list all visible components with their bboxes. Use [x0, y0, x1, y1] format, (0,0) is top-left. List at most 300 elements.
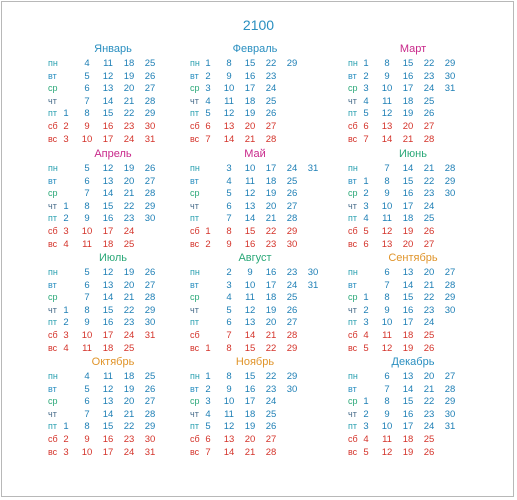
week-row-сб — [190, 330, 350, 343]
date-cell: 5 — [363, 342, 369, 354]
date-cell: 8 — [226, 226, 232, 237]
date-cell: 24 — [123, 133, 135, 145]
date-cell: 16 — [265, 267, 277, 278]
date-cell: 18 — [402, 213, 414, 225]
date-cell: 17 — [402, 317, 414, 329]
date-cell: 28 — [144, 188, 156, 200]
date-cell: 22 — [265, 226, 277, 237]
date-cell: 10 — [81, 330, 93, 341]
date-cell: 16 — [402, 408, 414, 420]
date-cell: 18 — [265, 292, 277, 304]
date-cell: 2 — [363, 408, 369, 420]
week-row-вт — [48, 176, 208, 189]
date-cell: 28 — [423, 133, 435, 145]
date-cell: 12 — [102, 163, 114, 174]
date-cell: 2 — [63, 434, 69, 445]
date-cell: 24 — [123, 330, 135, 341]
date-cell: 26 — [423, 108, 435, 120]
date-cell: 11 — [382, 330, 392, 341]
date-cell: 29 — [144, 200, 156, 212]
date-cell: 14 — [381, 133, 393, 145]
date-cell: 25 — [265, 408, 277, 420]
date-cell: 23 — [423, 70, 435, 82]
day-name: пн — [48, 58, 58, 68]
date-cell: 4 — [205, 95, 211, 107]
week-row-ср — [190, 292, 350, 305]
week-row-чт — [348, 409, 508, 422]
date-cell: 4 — [63, 238, 69, 250]
date-cell: 15 — [402, 396, 414, 408]
date-cell: 23 — [286, 267, 298, 278]
date-cell: 26 — [423, 446, 435, 458]
date-cell: 1 — [205, 58, 211, 69]
date-cell: 12 — [381, 446, 393, 458]
date-cell: 23 — [123, 121, 135, 132]
date-cell: 25 — [144, 371, 156, 382]
date-cell: 3 — [226, 163, 232, 174]
week-row-сб — [348, 434, 508, 447]
date-cell: 13 — [102, 175, 114, 187]
date-cell: 4 — [205, 408, 211, 420]
week-row-вт — [190, 280, 350, 293]
week-row-пт — [48, 317, 208, 330]
week-row-вс — [190, 134, 350, 147]
date-cell: 12 — [381, 226, 393, 237]
day-name: вс — [190, 342, 200, 353]
day-name: чт — [348, 408, 357, 419]
date-cell: 17 — [402, 421, 414, 433]
date-cell: 3 — [205, 83, 211, 95]
day-name: чт — [48, 304, 57, 315]
date-cell: 6 — [84, 279, 90, 291]
day-name: чт — [348, 95, 357, 106]
date-cell: 16 — [402, 304, 414, 316]
day-name: вс — [190, 238, 200, 249]
date-cell: 20 — [123, 83, 135, 95]
week-row-чт — [190, 201, 350, 214]
week-row-сб — [190, 226, 350, 239]
week-row-пт — [48, 421, 208, 434]
date-cell: 22 — [423, 58, 435, 69]
day-name: пт — [348, 317, 357, 328]
day-name: ср — [348, 292, 358, 303]
date-cell: 22 — [265, 371, 277, 382]
week-row-чт — [48, 305, 208, 318]
day-name: вс — [48, 133, 58, 144]
date-cell: 9 — [226, 70, 232, 82]
date-cell: 1 — [363, 175, 369, 187]
day-name: вс — [48, 342, 58, 353]
date-cell: 12 — [102, 267, 114, 278]
date-cell: 29 — [444, 396, 456, 408]
date-cell: 5 — [363, 446, 369, 458]
date-cell: 8 — [384, 292, 390, 304]
month-name: Июнь — [399, 148, 427, 160]
day-name: вт — [190, 70, 199, 81]
date-cell: 7 — [84, 408, 90, 420]
date-cell: 27 — [423, 238, 435, 250]
day-name: сб — [190, 434, 200, 444]
date-cell: 28 — [265, 446, 277, 458]
date-cell: 17 — [102, 133, 114, 145]
date-cell: 5 — [226, 188, 232, 200]
date-cell: 25 — [286, 175, 298, 187]
date-cell: 4 — [226, 175, 232, 187]
date-cell: 19 — [265, 188, 277, 200]
week-row-пн — [348, 371, 508, 384]
date-cell: 1 — [63, 200, 69, 212]
date-cell: 18 — [123, 58, 135, 69]
date-cell: 22 — [123, 108, 135, 120]
date-cell: 11 — [103, 58, 113, 69]
date-cell: 21 — [123, 188, 135, 200]
day-name: ср — [190, 188, 200, 199]
week-row-пт — [48, 213, 208, 226]
date-cell: 23 — [423, 408, 435, 420]
week-row-пн — [190, 58, 350, 71]
week-row-вс — [48, 239, 208, 252]
date-cell: 25 — [265, 95, 277, 107]
date-cell: 6 — [363, 238, 369, 250]
week-row-пт — [348, 317, 508, 330]
date-cell: 14 — [402, 279, 414, 291]
day-name: пн — [190, 58, 200, 68]
date-cell: 31 — [144, 330, 156, 341]
date-cell: 9 — [84, 213, 90, 225]
date-cell: 5 — [84, 163, 90, 174]
day-name: вт — [48, 383, 57, 394]
date-cell: 13 — [381, 121, 393, 132]
day-name: ср — [48, 396, 58, 407]
week-row-сб — [348, 121, 508, 134]
week-row-вт — [48, 280, 208, 293]
week-row-ср — [190, 83, 350, 96]
day-name: вс — [348, 342, 358, 353]
day-name: ср — [190, 83, 200, 94]
day-name: сб — [48, 330, 58, 340]
day-name: вт — [348, 70, 357, 81]
week-row-пт — [348, 421, 508, 434]
date-cell: 6 — [226, 200, 232, 212]
week-row-ср — [48, 83, 208, 96]
day-name: пт — [348, 421, 357, 432]
week-row-пт — [190, 421, 350, 434]
date-cell: 23 — [423, 304, 435, 316]
date-cell: 6 — [205, 121, 211, 132]
date-cell: 7 — [226, 330, 232, 341]
date-cell: 7 — [84, 188, 90, 200]
week-row-вт — [48, 71, 208, 84]
week-row-пт — [190, 108, 350, 121]
date-cell: 12 — [223, 421, 235, 433]
date-cell: 28 — [144, 292, 156, 304]
date-cell: 16 — [244, 383, 256, 395]
date-cell: 4 — [363, 330, 369, 341]
date-cell: 21 — [244, 446, 256, 458]
date-cell: 3 — [363, 421, 369, 433]
week-row-вс — [190, 239, 350, 252]
date-cell: 16 — [244, 70, 256, 82]
date-cell: 13 — [402, 371, 414, 382]
date-cell: 24 — [423, 317, 435, 329]
date-cell: 19 — [265, 304, 277, 316]
date-cell: 26 — [286, 304, 298, 316]
date-cell: 9 — [247, 267, 253, 278]
day-name: вт — [48, 175, 57, 186]
date-cell: 23 — [265, 70, 277, 82]
date-cell: 15 — [244, 58, 256, 69]
date-cell: 26 — [144, 383, 156, 395]
date-cell: 28 — [444, 163, 456, 174]
date-cell: 20 — [402, 121, 414, 132]
week-row-вт — [348, 384, 508, 397]
date-cell: 1 — [205, 342, 211, 354]
week-row-чт — [348, 201, 508, 214]
date-cell: 2 — [205, 70, 211, 82]
week-row-сб — [48, 434, 208, 447]
date-cell: 17 — [102, 226, 114, 237]
date-cell: 13 — [102, 396, 114, 408]
date-cell: 16 — [244, 238, 256, 250]
date-cell: 8 — [226, 58, 232, 69]
day-name: чт — [190, 200, 199, 211]
date-cell: 14 — [244, 330, 256, 341]
week-row-вт — [348, 280, 508, 293]
date-cell: 6 — [84, 396, 90, 408]
day-name: ср — [190, 292, 200, 303]
day-name: вт — [190, 279, 199, 290]
date-cell: 10 — [381, 83, 393, 95]
date-cell: 19 — [244, 421, 256, 433]
day-name: вт — [190, 383, 199, 394]
week-row-ср — [348, 292, 508, 305]
date-cell: 28 — [286, 330, 298, 341]
day-name: сб — [190, 226, 200, 236]
date-cell: 22 — [423, 396, 435, 408]
date-cell: 9 — [226, 383, 232, 395]
date-cell: 25 — [286, 292, 298, 304]
week-row-сб — [348, 226, 508, 239]
date-cell: 27 — [265, 121, 277, 132]
date-cell: 18 — [402, 95, 414, 107]
day-name: сб — [190, 330, 200, 340]
date-cell: 15 — [102, 200, 114, 212]
week-row-пн — [48, 58, 208, 71]
week-row-пт — [348, 213, 508, 226]
week-row-ср — [48, 396, 208, 409]
date-cell: 28 — [444, 383, 456, 395]
month-name: Февраль — [232, 43, 278, 55]
day-name: сб — [48, 121, 58, 131]
week-row-вс — [190, 447, 350, 460]
date-cell: 27 — [144, 279, 156, 291]
date-cell: 24 — [423, 200, 435, 212]
week-row-сб — [348, 330, 508, 343]
date-cell: 27 — [286, 200, 298, 212]
date-cell: 13 — [402, 267, 414, 278]
date-cell: 16 — [102, 213, 114, 225]
date-cell: 30 — [144, 213, 156, 225]
date-cell: 1 — [205, 226, 211, 237]
day-name: ср — [348, 188, 358, 199]
date-cell: 30 — [444, 188, 456, 200]
day-name: вс — [48, 238, 58, 249]
date-cell: 15 — [244, 342, 256, 354]
date-cell: 8 — [84, 200, 90, 212]
week-row-пн — [48, 163, 208, 176]
date-cell: 22 — [423, 292, 435, 304]
date-cell: 17 — [265, 279, 277, 291]
date-cell: 15 — [102, 108, 114, 120]
date-cell: 10 — [81, 226, 93, 237]
date-cell: 9 — [384, 188, 390, 200]
day-name: ср — [348, 396, 358, 407]
date-cell: 8 — [384, 396, 390, 408]
day-name: пт — [48, 317, 57, 328]
month-name: Ноябрь — [235, 356, 275, 368]
week-row-чт — [348, 96, 508, 109]
date-cell: 21 — [123, 292, 135, 304]
date-cell: 31 — [444, 421, 456, 433]
date-cell: 27 — [144, 396, 156, 408]
week-row-пн — [348, 267, 508, 280]
date-cell: 12 — [102, 383, 114, 395]
date-cell: 28 — [144, 408, 156, 420]
date-cell: 14 — [223, 133, 235, 145]
day-name: пт — [48, 421, 57, 432]
date-cell: 25 — [423, 434, 435, 445]
date-cell: 23 — [123, 213, 135, 225]
date-cell: 30 — [286, 238, 298, 250]
date-cell: 22 — [123, 200, 135, 212]
date-cell: 29 — [444, 175, 456, 187]
date-cell: 17 — [402, 83, 414, 95]
week-row-вт — [190, 384, 350, 397]
date-cell: 13 — [102, 279, 114, 291]
date-cell: 3 — [63, 446, 69, 458]
date-cell: 23 — [123, 317, 135, 329]
day-name: вс — [190, 133, 200, 144]
week-row-вс — [348, 134, 508, 147]
week-row-вт — [190, 176, 350, 189]
date-cell: 19 — [123, 267, 135, 278]
date-cell: 27 — [265, 434, 277, 445]
day-name: сб — [348, 434, 358, 444]
date-cell: 22 — [265, 342, 277, 354]
day-name: вт — [348, 279, 357, 290]
date-cell: 16 — [402, 70, 414, 82]
date-cell: 11 — [224, 95, 234, 107]
date-cell: 24 — [265, 396, 277, 408]
date-cell: 8 — [226, 371, 232, 382]
date-cell: 19 — [244, 108, 256, 120]
date-cell: 7 — [226, 213, 232, 225]
date-cell: 18 — [402, 330, 414, 341]
day-name: вт — [48, 279, 57, 290]
date-cell: 2 — [63, 317, 69, 329]
day-name: вт — [48, 70, 57, 81]
date-cell: 29 — [286, 342, 298, 354]
date-cell: 20 — [402, 238, 414, 250]
week-row-вт — [348, 71, 508, 84]
day-name: ср — [190, 396, 200, 407]
date-cell: 21 — [423, 163, 435, 174]
date-cell: 17 — [102, 330, 114, 341]
date-cell: 8 — [84, 108, 90, 120]
date-cell: 13 — [244, 317, 256, 329]
date-cell: 27 — [423, 121, 435, 132]
day-name: вс — [348, 238, 358, 249]
date-cell: 11 — [103, 371, 113, 382]
date-cell: 13 — [381, 238, 393, 250]
date-cell: 27 — [444, 371, 456, 382]
week-row-ср — [48, 292, 208, 305]
date-cell: 18 — [402, 434, 414, 445]
date-cell: 11 — [245, 292, 255, 304]
date-cell: 3 — [63, 330, 69, 341]
date-cell: 1 — [63, 304, 69, 316]
week-row-пн — [48, 267, 208, 280]
date-cell: 20 — [123, 396, 135, 408]
date-cell: 6 — [363, 121, 369, 132]
date-cell: 14 — [223, 446, 235, 458]
day-name: сб — [348, 330, 358, 340]
date-cell: 14 — [244, 213, 256, 225]
date-cell: 15 — [402, 292, 414, 304]
month-name: Июль — [98, 252, 128, 264]
date-cell: 6 — [226, 317, 232, 329]
date-cell: 24 — [286, 279, 298, 291]
date-cell: 3 — [226, 279, 232, 291]
date-cell: 27 — [444, 267, 456, 278]
date-cell: 20 — [123, 175, 135, 187]
day-name: чт — [348, 200, 357, 211]
day-name: чт — [48, 408, 57, 419]
week-row-сб — [190, 434, 350, 447]
date-cell: 10 — [81, 133, 93, 145]
day-name: вс — [48, 446, 58, 457]
day-name: чт — [48, 200, 57, 211]
date-cell: 25 — [144, 58, 156, 69]
date-cell: 3 — [63, 226, 69, 237]
date-cell: 24 — [286, 163, 298, 174]
date-cell: 30 — [444, 304, 456, 316]
date-cell: 18 — [244, 95, 256, 107]
date-cell: 25 — [123, 238, 135, 250]
day-name: чт — [348, 304, 357, 315]
date-cell: 6 — [205, 434, 211, 445]
date-cell: 6 — [84, 175, 90, 187]
date-cell: 1 — [363, 58, 369, 69]
date-cell: 9 — [384, 304, 390, 316]
day-name: ср — [348, 83, 358, 94]
date-cell: 21 — [423, 383, 435, 395]
date-cell: 11 — [382, 95, 392, 107]
week-row-пн — [48, 371, 208, 384]
week-row-вс — [348, 239, 508, 252]
date-cell: 1 — [363, 292, 369, 304]
date-cell: 16 — [102, 121, 114, 132]
week-row-пн — [190, 267, 350, 280]
date-cell: 24 — [423, 421, 435, 433]
date-cell: 1 — [63, 108, 69, 120]
date-cell: 4 — [84, 58, 90, 69]
date-cell: 5 — [363, 108, 369, 120]
date-cell: 11 — [245, 175, 255, 187]
date-cell: 19 — [402, 108, 414, 120]
date-cell: 8 — [226, 342, 232, 354]
date-cell: 14 — [102, 188, 114, 200]
